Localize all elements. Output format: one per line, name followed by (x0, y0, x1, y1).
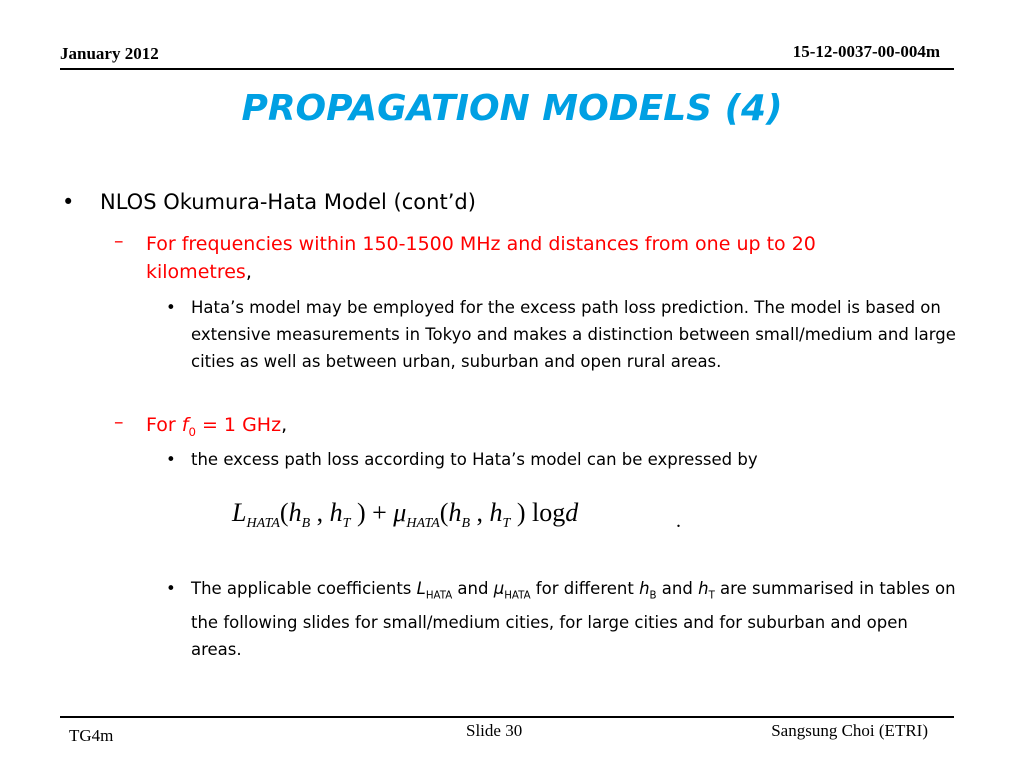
bullet-dot: • (166, 579, 176, 598)
header-divider (60, 68, 954, 70)
slide-title: PROPAGATION MODELS (4) (241, 88, 783, 129)
dash-marker: – (114, 230, 124, 252)
slide-number: Slide 30 (466, 721, 523, 740)
bullet-text: NLOS Okumura-Hata Model (cont’d) (100, 190, 476, 214)
hata-formula: $L_{HATA}(h_B$ , $h_T$ ) + $\mu_{HATA}(h_B$ , $h_T$ ) logd (232, 498, 579, 531)
sub-bullet-text: The applicable coefficients $L_{HATA}$ and $\mu_{HATA}$ for different $h_B$ and $h_T$ are summarised in tables on the following slides for small/medium cities, for large cities and for suburban and open areas. (191, 579, 956, 660)
dash-marker: – (114, 411, 124, 433)
sub-bullet-text: Hata’s model may be employed for the excess path loss prediction. The model is based on extensive measurements in Tokyo and makes a distinction between small/medium and large cities as well as between urban, suburban and open rural areas. (191, 298, 956, 371)
footer-author: Sangsung Choi (ETRI) (771, 721, 928, 740)
bullet-dot: • (62, 190, 75, 214)
formula-period: . (676, 510, 681, 532)
footer-divider (60, 716, 954, 718)
sub-bullet-text: the excess path loss according to Hata’s model can be expressed by (191, 450, 758, 469)
footer-group: TG4m (69, 726, 114, 745)
header-date: January 2012 (60, 44, 159, 63)
bullet-dot: • (166, 450, 176, 469)
bullet-dot: • (166, 298, 176, 317)
dash-text: For frequencies within 150-1500 MHz and distances from one up to 20 kilometres, (146, 233, 816, 283)
header-doc-id: 15-12-0037-00-004m (792, 42, 940, 61)
dash-text: For $f_0 = 1$ GHz, (146, 414, 288, 439)
